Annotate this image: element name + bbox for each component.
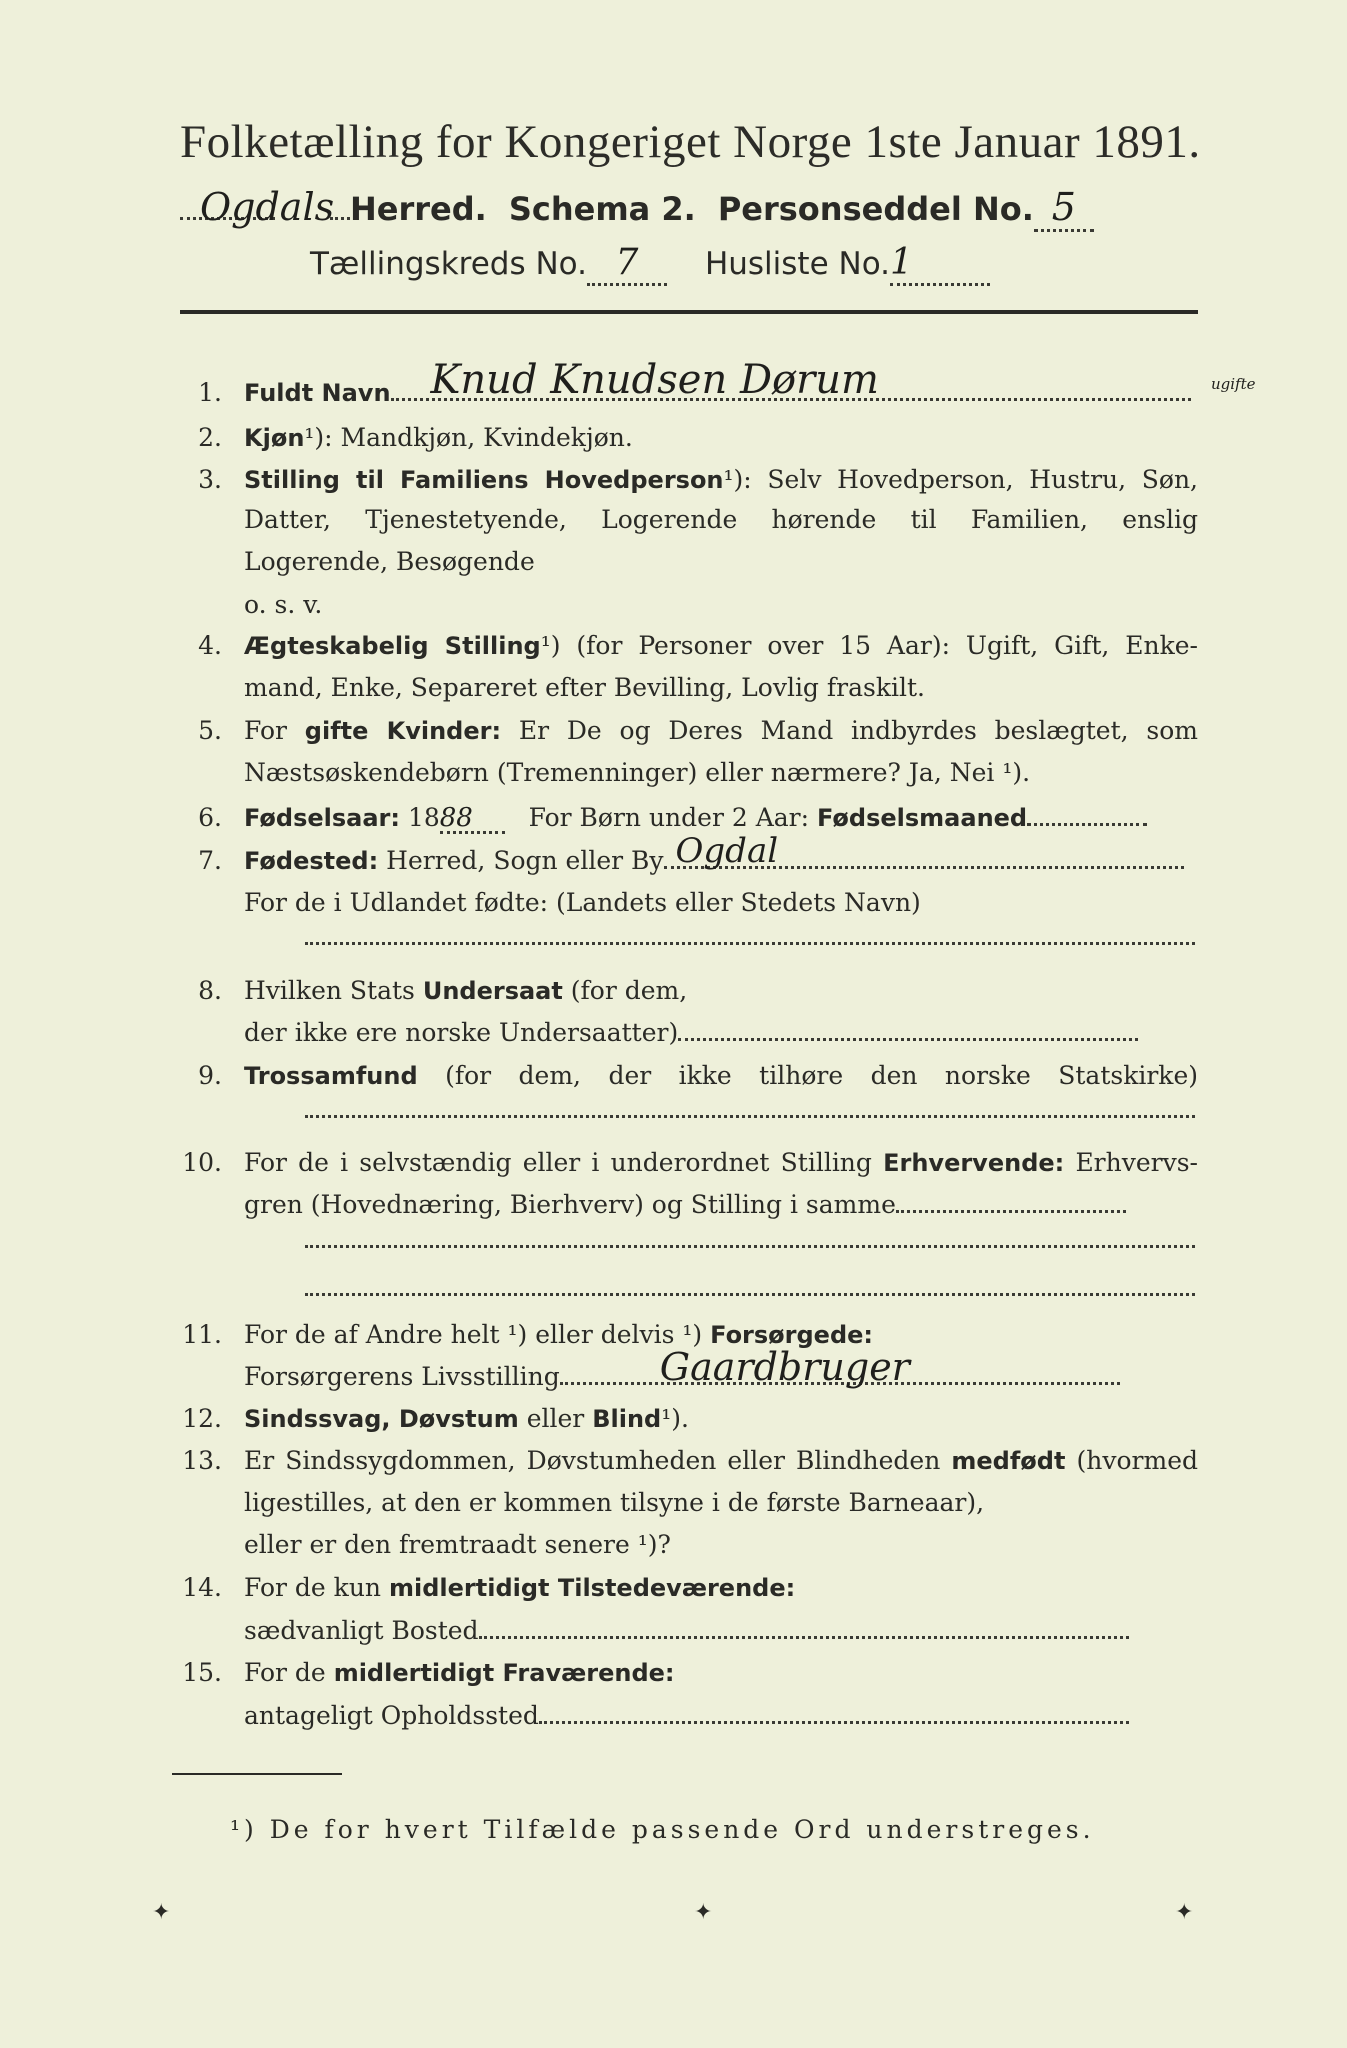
header-rule <box>180 310 1198 314</box>
husliste-value: 1 <box>890 242 990 286</box>
taellingskreds-label: Tællingskreds No. <box>310 246 587 282</box>
provider-occupation-value: Gaardbruger <box>659 1345 910 1389</box>
item-number: 1. <box>198 378 222 407</box>
header-row-kreds <box>310 242 990 286</box>
birthplace-value: Ogdal <box>675 831 779 871</box>
marital-note: ugifte <box>1211 375 1256 393</box>
item-label: Fuldt Navn <box>244 379 391 407</box>
form-title: Folketælling for Kongeriget Norge 1ste Januar 1891. <box>180 116 1201 168</box>
corner-mark-center: ✦ <box>694 1900 713 1925</box>
herred-value: Ogdals <box>200 185 335 229</box>
taellingskreds-value: 7 <box>587 242 667 286</box>
schema-label: Schema 2. <box>508 190 696 228</box>
footnote-rule <box>172 1773 342 1775</box>
birth-year-value: 88 <box>440 805 505 834</box>
personseddel-label: Personseddel No. <box>717 190 1034 228</box>
herred-label: Herred. <box>350 190 487 228</box>
census-form: Folketælling for Kongeriget Norge 1ste Januar 1891. Ogdals Herred. Schema 2. Personseddel No. 5 Tællingskreds No. 7 Husliste No. 1 1. Fuldt Navn Knud Knudsen Dørum ugifte 2. Kjøn¹): Mandkjøn, Kvindekjøn. 3. Stilling til Familiens Hovedperson¹): Selv Hovedperson, Hustru, Søn, Datter, Tjenestetyende, Logerende hørende til Familien, enslig Logerende, Besøgende o. s. v. 4. Ægteskabelig Stilling¹) (for Personer over 15 Aar): Ugift, Gift, Enke- mand, Enke, Separeret efter Bevilling, Lovlig fraskilt. 5. For gifte Kvinder: Er De og Deres Mand indbyrdes beslægtet, som Næstsøskendebørn (Tremenninger) eller nærmere? Ja, Nei ¹). 6. Fødselsaar: 1888 For Børn under 2 Aar: Fødselsmaaned 7. Fødested: Herred, Sogn eller By Ogdal For de i Udlandet fødte: (Landets eller Stedets Navn) 8. Hvilken Stats Undersaat (for dem, der ikke ere norske Undersaatter) 9. Trossamfund (for dem, der ikke tilhøre den norske Statskirke) 10. For de i selvstændig eller i underordnet Stilling Erhvervende: Erhvervs- gren (Hovednæring, Bierhverv) og Stilling i samme 11. For de af Andre helt ¹) eller delvis ¹) Forsørgede: Forsørgerens Livsstilling Gaardbruger 12. Sindssvag, Døvstum eller Blind¹). 13. Er Sindssygdommen, Døvstumheden eller Blindheden medfødt (hvormed ligestilles, at den er kommen tilsyne i de første Barneaar), eller er den fremtraadt senere ¹)? 14. For de kun midlertidigt Tilstedeværende: sædvanligt Bosted 15. For de midlertidigt Fraværende: antageligt Opholdssted ¹) De for hvert Tilfælde passende Ord understreges. ✦ ✦ ✦ <box>0 0 1347 2048</box>
footnote: ¹) De for hvert Tilfælde passende Ord understreges. <box>230 1815 1095 1844</box>
corner-mark-right: ✦ <box>1175 1900 1194 1925</box>
corner-mark-left: ✦ <box>152 1900 171 1925</box>
header-row-herred <box>180 185 1210 232</box>
full-name-value: Knud Knudsen Dørum <box>430 357 879 403</box>
husliste-label: Husliste No. <box>704 246 890 282</box>
personseddel-value: 5 <box>1034 185 1094 232</box>
